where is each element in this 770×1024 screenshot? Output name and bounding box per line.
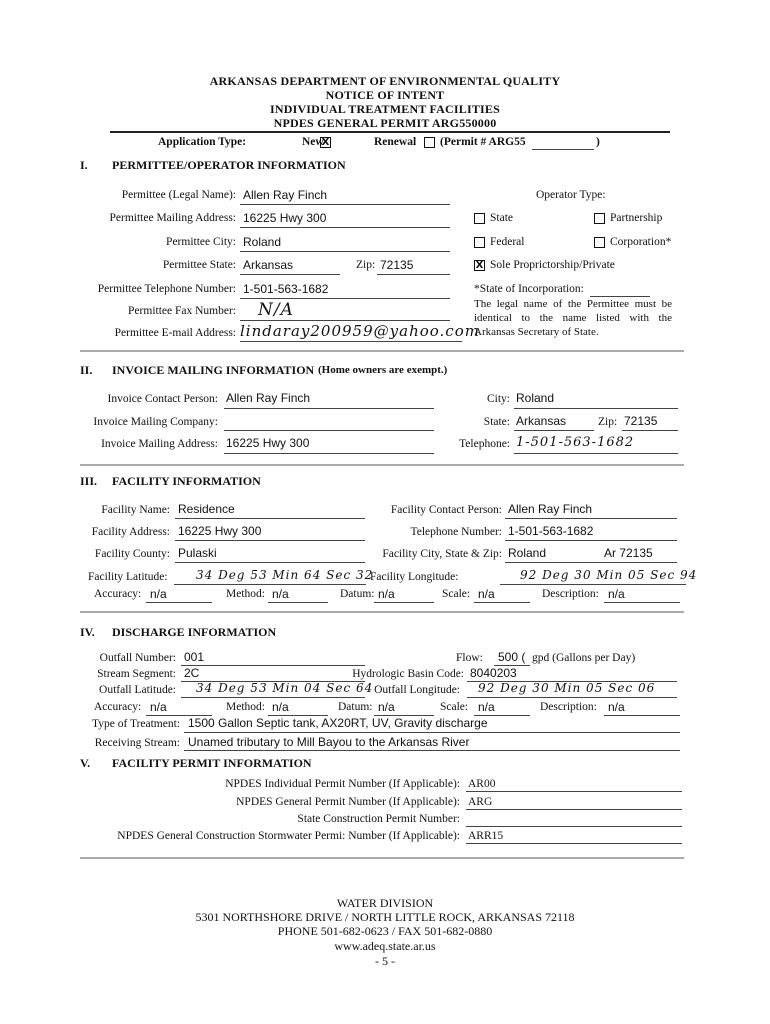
invoice-address-label: Invoice Mailing Address: [101, 438, 218, 450]
permittee-address-field[interactable] [240, 227, 450, 228]
facility-longitude-field[interactable] [500, 584, 686, 585]
outfall-latitude-label: Outfall Latitude: [99, 684, 176, 696]
permittee-address-label: Permittee Mailing Address: [109, 212, 236, 224]
section-divider [80, 611, 684, 613]
stormwater-permit-label: NPDES General Construction Stormwater Permi: Number (If Applicable): [117, 830, 460, 842]
facility-accuracy-label: Accuracy: [94, 588, 142, 600]
renewal-checkbox[interactable] [424, 137, 435, 148]
section-divider [80, 350, 684, 352]
facility-method-field[interactable] [268, 602, 328, 603]
facility-county-field[interactable] [175, 562, 365, 563]
receiving-stream-value: Unamed tributary to Mill Bayou to the Arkansas River [188, 735, 470, 749]
individual-permit-field[interactable] [466, 791, 682, 792]
invoice-state-field[interactable] [514, 430, 594, 431]
outfall-latitude-field[interactable] [181, 697, 365, 698]
individual-permit-value: AR00 [468, 778, 496, 790]
facility-contact-value: Allen Ray Finch [508, 502, 593, 516]
state-of-incorporation-label: *State of Incorporation: [474, 283, 584, 295]
outfall-accuracy-value: n/a [150, 700, 167, 714]
application-type-label: Application Type: [158, 136, 247, 148]
facility-phone-label: Telephone Number: [410, 526, 502, 538]
operator-type-label: Operator Type: [536, 189, 606, 201]
outfall-method-value: n/a [272, 700, 289, 714]
individual-permit-label: NPDES Individual Permit Number (If Applicable): [225, 778, 460, 790]
stormwater-permit-field[interactable] [466, 843, 682, 844]
invoice-contact-label: Invoice Contact Person: [107, 393, 218, 405]
permittee-city-value: Roland [243, 235, 282, 249]
facility-citystzip-label: Facility City, State & Zip: [382, 548, 502, 560]
permittee-email-field[interactable] [240, 341, 462, 342]
facility-description-label: Description: [542, 588, 599, 600]
invoice-city-label: City: [486, 393, 510, 405]
invoice-company-field[interactable] [224, 430, 434, 431]
facility-latitude-field[interactable] [174, 584, 366, 585]
section-2-title: INVOICE MAILING INFORMATION [112, 363, 315, 377]
facility-latitude-value: 34 Deg 53 Min 64 Sec 32 [196, 568, 374, 582]
facility-method-label: Method: [226, 588, 265, 600]
renewal-permit-prefix: (Permit # ARG55 [440, 136, 526, 148]
permittee-state-field[interactable] [240, 274, 340, 275]
permittee-fax-label: Permittee Fax Number: [128, 305, 236, 317]
general-permit-label: NPDES General Permit Number (If Applicable): [236, 796, 460, 808]
invoice-address-field[interactable] [224, 453, 434, 454]
section-4-title: DISCHARGE INFORMATION [112, 625, 277, 639]
section-2-note: (Home owners are exempt.) [318, 364, 448, 376]
permittee-phone-label: Permittee Telephone Number: [97, 283, 236, 295]
outfall-longitude-label: Outfall Longitude: [374, 684, 460, 696]
outfall-datum-label: Datum: [338, 701, 373, 713]
invoice-state-value: Arkansas [516, 414, 567, 428]
flow-value: 500 ( [498, 650, 526, 664]
facility-accuracy-value: n/a [150, 587, 167, 601]
facility-scale-value: n/a [478, 587, 495, 601]
section-divider [80, 857, 684, 859]
outfall-number-value: 001 [184, 650, 205, 664]
permittee-name-field[interactable] [240, 204, 450, 205]
outfall-latitude-value: 34 Deg 53 Min 04 Sec 64 [196, 681, 374, 695]
outfall-longitude-value: 92 Deg 30 Min 05 Sec 06 [478, 681, 656, 695]
treatment-type-label: Type of Treatment: [92, 718, 180, 730]
renewal-permit-field[interactable] [532, 149, 594, 150]
invoice-phone-field[interactable] [514, 453, 678, 454]
permittee-email-value: lindaray200959@yahoo.com [240, 322, 480, 340]
flow-label: Flow: [456, 652, 483, 664]
operator-partnership-checkbox[interactable] [594, 213, 605, 224]
new-checkbox[interactable]: X [321, 137, 330, 148]
permittee-city-label: Permittee City: [166, 236, 236, 248]
invoice-state-label: State: [483, 416, 510, 428]
facility-longitude-value: 92 Deg 30 Min 05 Sec 94 [520, 568, 698, 582]
facility-address-field[interactable] [175, 540, 365, 541]
facility-stzip-value: Ar 72135 [604, 546, 653, 560]
facility-name-label: Facility Name: [101, 504, 170, 516]
facility-contact-label: Facility Contact Person: [390, 504, 502, 516]
general-permit-field[interactable] [466, 809, 682, 810]
footer-phone: PHONE 501-682-0623 / FAX 501-682-0880 [277, 924, 493, 938]
operator-corporation-checkbox[interactable] [594, 237, 605, 248]
invoice-company-label: Invoice Mailing Company: [93, 416, 218, 428]
basin-code-value: 8040203 [470, 666, 517, 680]
invoice-city-value: Roland [516, 391, 555, 405]
invoice-contact-field[interactable] [224, 408, 434, 409]
facility-contact-field[interactable] [505, 518, 677, 519]
treatment-type-value: 1500 Gallon Septic tank, AX20RT, UV, Gravity discharge [188, 716, 488, 730]
state-construction-field[interactable] [466, 826, 682, 827]
permittee-zip-label: Zip: [356, 259, 376, 271]
header-facilities: INDIVIDUAL TREATMENT FACILITIES [269, 102, 501, 116]
invoice-phone-value: 1-501-563-1682 [516, 435, 635, 450]
permittee-zip-field[interactable] [377, 274, 450, 275]
header-permit: NPDES GENERAL PERMIT ARG550000 [273, 116, 497, 130]
section-5-number: V. [80, 756, 91, 770]
outfall-description-value: n/a [608, 700, 625, 714]
facility-county-label: Facility County: [94, 548, 170, 560]
permittee-phone-value: 1-501-563-1682 [243, 282, 329, 296]
header-notice: NOTICE OF INTENT [325, 88, 445, 102]
invoice-address-value: 16225 Hwy 300 [226, 436, 310, 450]
facility-citystzip-field[interactable] [505, 562, 677, 563]
permittee-address-value: 16225 Hwy 300 [243, 211, 327, 225]
outfall-number-field[interactable] [181, 665, 365, 666]
facility-datum-label: Datum: [340, 588, 375, 600]
receiving-stream-field[interactable] [184, 750, 680, 751]
facility-scale-field[interactable] [474, 602, 530, 603]
facility-longitude-label: Facility Longitude: [370, 571, 459, 583]
renewal-label: Renewal [374, 136, 417, 148]
page-number: - 5 - [375, 954, 395, 968]
facility-name-value: Residence [178, 502, 235, 516]
facility-address-label: Facility Address: [91, 526, 170, 538]
stream-segment-label: Stream Segment: [97, 668, 176, 680]
footer-division: WATER DIVISION [336, 896, 434, 910]
facility-county-value: Pulaski [178, 546, 217, 560]
facility-description-field[interactable] [604, 602, 680, 603]
operator-sole-label: Sole Proprictorship/Private [490, 259, 615, 271]
basin-code-label: Hydrologic Basin Code: [352, 668, 464, 680]
outfall-description-label: Description: [540, 701, 597, 713]
facility-description-value: n/a [608, 587, 625, 601]
permittee-name-value: Allen Ray Finch [243, 188, 328, 202]
operator-corporation-label: Corporation* [610, 236, 672, 248]
outfall-number-label: Outfall Number: [99, 652, 176, 664]
invoice-zip-value: 72135 [624, 414, 658, 428]
facility-scale-label: Scale: [442, 588, 471, 600]
facility-city-value: Roland [508, 546, 547, 560]
state-construction-label: State Construction Permit Number: [297, 813, 460, 825]
permittee-name-label: Permittee (Legal Name): [121, 189, 236, 201]
outfall-description-field[interactable] [604, 715, 680, 716]
permittee-city-field[interactable] [240, 251, 450, 252]
treatment-type-field[interactable] [184, 732, 680, 733]
outfall-datum-value: n/a [378, 700, 395, 714]
section-3-number: III. [80, 474, 98, 488]
permittee-state-value: Arkansas [243, 258, 294, 272]
facility-method-value: n/a [272, 587, 289, 601]
outfall-longitude-field[interactable] [467, 697, 677, 698]
section-1-number: I. [80, 158, 88, 172]
footer-address: 5301 NORTHSHORE DRIVE / NORTH LITTLE ROCK, ARKANSAS 72118 [195, 910, 575, 924]
operator-state-label: State [490, 212, 513, 224]
outfall-scale-label: Scale: [440, 701, 469, 713]
operator-partnership-label: Partnership [610, 212, 663, 224]
header-agency: ARKANSAS DEPARTMENT OF ENVIRONMENTAL QUALITY [209, 74, 561, 88]
section-5-title: FACILITY PERMIT INFORMATION [112, 756, 312, 770]
permittee-phone-field[interactable] [240, 298, 450, 299]
header-rule [110, 131, 670, 133]
facility-latitude-label: Facility Latitude: [88, 571, 168, 583]
facility-phone-value: 1-501-563-1682 [508, 524, 594, 538]
section-4-number: IV. [80, 625, 95, 639]
permittee-state-label: Permittee State: [162, 259, 236, 271]
section-1-title: PERMITTEE/OPERATOR INFORMATION [112, 158, 346, 172]
new-label: New [302, 136, 324, 148]
facility-phone-field[interactable] [505, 540, 677, 541]
operator-federal-checkbox[interactable] [474, 237, 485, 248]
legal-name-note: The legal name of the Permittee must be identical to the name listed with the Arkansas Secretary of State. [474, 298, 672, 338]
permittee-email-label: Permittee E-mail Address: [114, 327, 236, 339]
outfall-accuracy-label: Accuracy: [94, 701, 142, 713]
outfall-scale-value: n/a [478, 700, 495, 714]
invoice-phone-label: Telephone: [459, 438, 510, 450]
operator-federal-label: Federal [490, 236, 525, 248]
operator-state-checkbox[interactable] [474, 213, 485, 224]
facility-datum-value: n/a [378, 587, 395, 601]
facility-name-field[interactable] [175, 518, 365, 519]
section-divider [80, 464, 684, 466]
facility-datum-field[interactable] [374, 602, 434, 603]
receiving-stream-label: Receiving Stream: [94, 737, 180, 749]
permittee-zip-value: 72135 [380, 258, 414, 272]
facility-address-value: 16225 Hwy 300 [178, 524, 262, 538]
renewal-permit-suffix: ) [596, 136, 600, 148]
outfall-method-label: Method: [226, 701, 265, 713]
stream-segment-value: 2C [184, 666, 200, 680]
permittee-fax-value: N/A [258, 300, 294, 320]
footer-website: www.adeq.state.ar.us [334, 939, 436, 953]
operator-sole-checkbox[interactable]: X [475, 260, 484, 271]
permittee-fax-field[interactable] [240, 320, 450, 321]
section-2-number: II. [80, 363, 93, 377]
invoice-zip-label: Zip: [598, 416, 618, 428]
stormwater-permit-value: ARR15 [468, 830, 504, 842]
invoice-zip-field[interactable] [622, 430, 678, 431]
facility-accuracy-field[interactable] [146, 602, 212, 603]
section-3-title: FACILITY INFORMATION [112, 474, 261, 488]
flow-unit: gpd (Gallons per Day) [532, 652, 636, 664]
invoice-contact-value: Allen Ray Finch [226, 391, 311, 405]
general-permit-value: ARG [468, 796, 493, 808]
invoice-city-field[interactable] [514, 408, 678, 409]
